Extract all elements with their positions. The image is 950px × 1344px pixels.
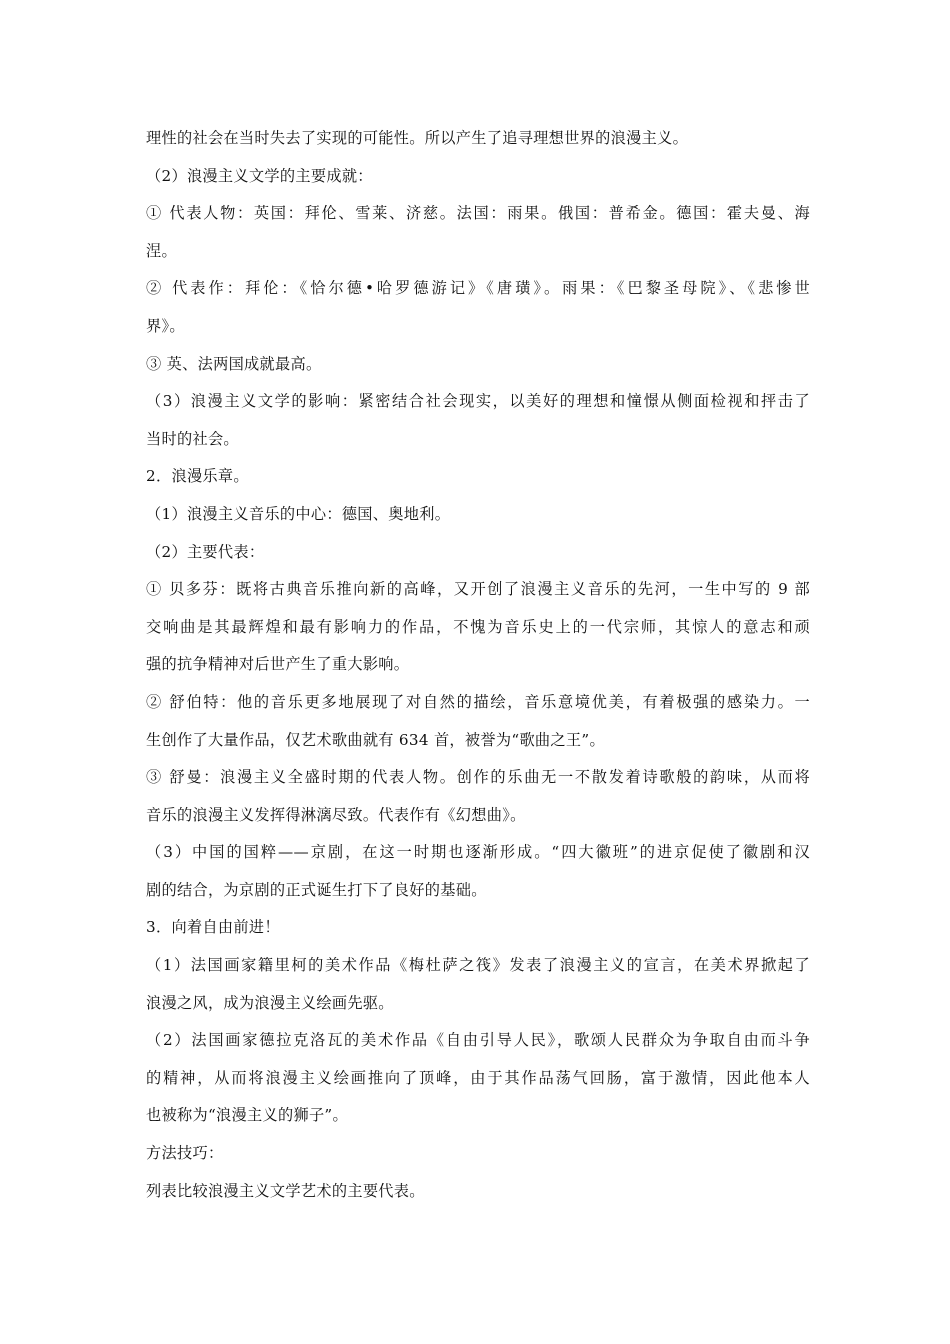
section-heading-romantic-music: 2．浪漫乐章。 (146, 467, 249, 486)
text-line-gericault: （1）法国画家籍里柯的美术作品《梅杜萨之筏》发表了浪漫主义的宣言，在美术界掀起了 (146, 956, 810, 975)
text-line-works: ② 代表作：拜伦：《恰尔德•哈罗德游记》《唐璜》。雨果：《巴黎圣母院》、《悲惨世 (146, 279, 810, 298)
text-line-method-tips: 列表比较浪漫主义文学艺术的主要代表。 (146, 1181, 425, 1200)
text-line-schubert-cont: 生创作了大量作品，仅艺术歌曲就有 634 首，被誉为“歌曲之王”。 (146, 730, 605, 749)
text-line-beethoven-cont-1: 交响曲是其最辉煌和最有影响力的作品，不愧为音乐史上的一代宗师，其惊人的意志和顽 (146, 617, 810, 636)
text-line-peking-opera-cont: 剧的结合，为京剧的正式诞生打下了良好的基础。 (146, 880, 487, 899)
text-line-gericault-cont: 浪漫之风，成为浪漫主义绘画先驱。 (146, 993, 394, 1012)
text-line-beethoven-cont-2: 强的抗争精神对后世产生了重大影响。 (146, 655, 410, 674)
text-line-delacroix-cont-1: 的精神，从而将浪漫主义绘画推向了顶峰，由于其作品荡气回肠，富于激情，因此他本人 (146, 1068, 810, 1087)
text-line-peking-opera: （3）中国的国粹——京剧，在这一时期也逐渐形成。“四大徽班”的进京促使了徽剧和汉 (146, 843, 810, 862)
text-line-delacroix: （2）法国画家德拉克洛瓦的美术作品《自由引导人民》，歌颂人民群众为争取自由而斗争 (146, 1031, 810, 1050)
text-line-works-cont: 界》。 (146, 316, 185, 335)
text-line-beethoven: ① 贝多芬：既将古典音乐推向新的高峰，又开创了浪漫主义音乐的先河，一生中写的 9 部 (146, 580, 810, 599)
text-line-representatives-cont: 涅。 (146, 241, 177, 260)
subheading-literature-influence: （3）浪漫主义文学的影响：紧密结合社会现实，以美好的理想和憧憬从侧面检视和抨击了 (146, 392, 810, 411)
subheading-literature-achievements: （2）浪漫主义文学的主要成就： (146, 166, 373, 185)
text-line-highest-achievement: ③ 英、法两国成就最高。 (146, 354, 322, 373)
text-line-schubert: ② 舒伯特：他的音乐更多地展现了对自然的描绘，音乐意境优美，有着极强的感染力。一 (146, 692, 810, 711)
document-body (146, 124, 810, 1214)
text-line-representatives: ① 代表人物：英国：拜伦、雪莱、济慈。法国：雨果。俄国：普希金。德国：霍夫曼、海 (146, 204, 810, 223)
text-line-closing-sentence: 理性的社会在当时失去了实现的可能性。所以产生了追寻理想世界的浪漫主义。 (146, 129, 689, 147)
text-line-schumann: ③ 舒曼：浪漫主义全盛时期的代表人物。创作的乐曲无一不散发着诗歌般的韵味，从而将 (146, 768, 810, 787)
heading-method-tips: 方法技巧： (146, 1144, 224, 1163)
text-line-influence-cont: 当时的社会。 (146, 429, 239, 448)
subheading-main-representatives: （2）主要代表： (146, 542, 265, 561)
text-line-delacroix-cont-2: 也被称为“浪漫主义的狮子”。 (146, 1106, 348, 1125)
subheading-music-center: （1）浪漫主义音乐的中心：德国、奥地利。 (146, 504, 451, 523)
text-line-schumann-cont: 音乐的浪漫主义发挥得淋漓尽致。代表作有《幻想曲》。 (146, 805, 526, 824)
section-heading-towards-freedom: 3．向着自由前进！ (146, 918, 280, 937)
